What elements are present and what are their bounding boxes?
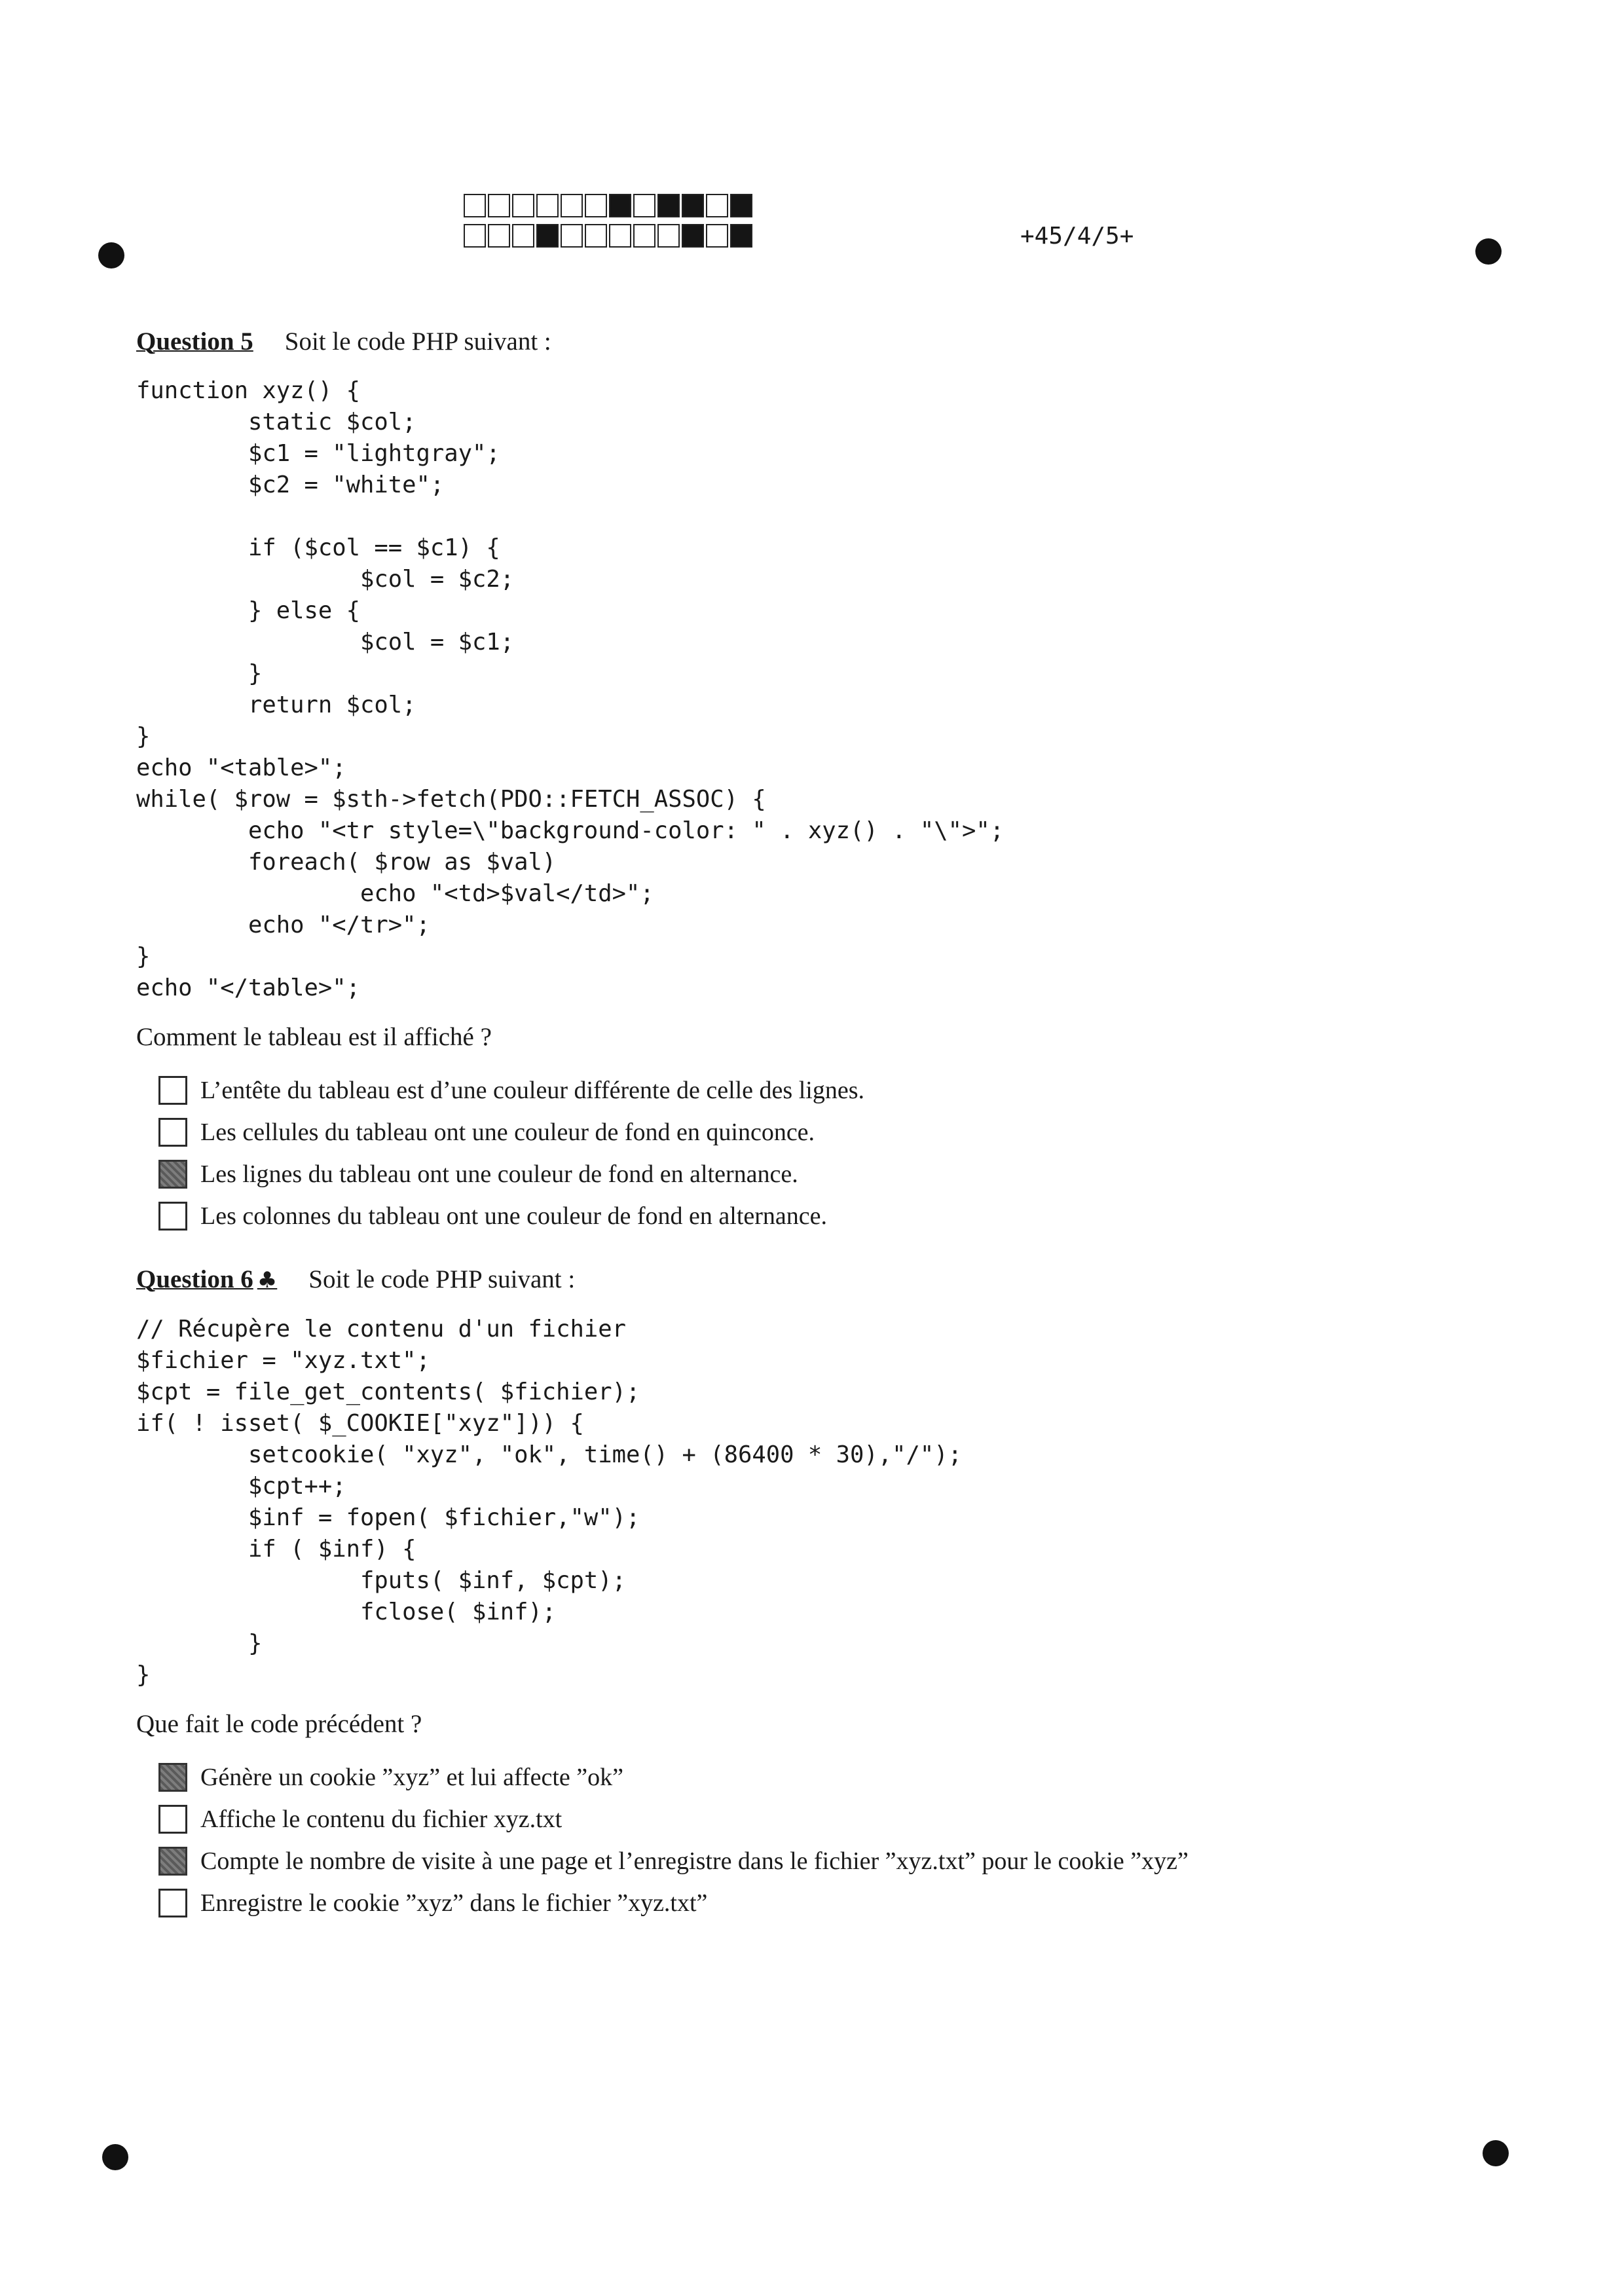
barcode-cell [682, 194, 704, 217]
page-barcode [464, 194, 754, 217]
answer-option[interactable] [158, 1798, 1446, 1840]
question-5 [136, 325, 1446, 1237]
barcode-cell [512, 224, 534, 248]
answer-checkbox[interactable] [158, 1889, 187, 1917]
barcode-cell [464, 194, 486, 217]
barcode-cell [609, 194, 631, 217]
answer-text: Compte le nombre de visite à une page et l’enregistre dans le fichier ”xyz.txt” pour le cookie ”xyz” [200, 1847, 1189, 1875]
answer-text: Génère un cookie ”xyz” et lui affecte ”ok” [200, 1764, 623, 1791]
question-prompt: Comment le tableau est il affiché ? [136, 1023, 492, 1051]
question-intro: Soit le code PHP suivant : [284, 327, 551, 356]
answer-text: Les lignes du tableau ont une couleur de fond en alternance. [200, 1160, 798, 1188]
barcode-cell [585, 194, 607, 217]
barcode-cell [536, 224, 559, 248]
barcode-cell [633, 194, 655, 217]
question-header [136, 325, 1446, 358]
php-code-block: function xyz() { static $col; $c1 = "lightgray"; $c2 = "white"; if ($col == $c1) { $col = $c2; } else { $col = $c1; } return $col; } echo "<table>"; while( $row = $sth->fetch(PDO::FETCH_ASSOC) { echo "<tr style=\"background-color: " . xyz() . "\">"; foreach( $row as $val) echo "<td>$val</td>"; echo "</tr>"; } echo "</table>"; [136, 377, 1005, 1001]
barcode-cell [512, 194, 534, 217]
answer-option[interactable] [158, 1153, 1446, 1195]
question-label: Question 5 [136, 327, 253, 356]
barcode-row-2 [464, 224, 754, 248]
barcode-cell [633, 224, 655, 248]
answer-list [158, 1069, 1446, 1237]
barcode-cell [488, 194, 510, 217]
answer-option[interactable] [158, 1840, 1446, 1882]
answer-checkbox[interactable] [158, 1805, 187, 1834]
answer-text: Les colonnes du tableau ont une couleur de fond en alternance. [200, 1202, 828, 1230]
barcode-cell [657, 224, 680, 248]
club-icon: ♣ [257, 1267, 278, 1293]
answer-text: Affiche le contenu du fichier xyz.txt [200, 1805, 563, 1833]
answer-option[interactable] [158, 1111, 1446, 1153]
barcode-cell [706, 194, 728, 217]
barcode-cell [682, 224, 704, 248]
answer-checkbox[interactable] [158, 1763, 187, 1792]
question-label-text: Question 6 [136, 1265, 253, 1293]
question-prompt: Que fait le code précédent ? [136, 1710, 422, 1738]
answer-text: Enregistre le cookie ”xyz” dans le fichier ”xyz.txt” [200, 1889, 708, 1917]
barcode-cell [561, 224, 583, 248]
barcode-cell [609, 224, 631, 248]
answer-option[interactable] [158, 1195, 1446, 1237]
registration-mark-top-left [98, 242, 124, 268]
page-identifier: +45/4/5+ [1020, 223, 1134, 250]
page-barcode-2 [464, 224, 754, 248]
answer-checkbox[interactable] [158, 1847, 187, 1876]
barcode-cell [561, 194, 583, 217]
question-6 [136, 1263, 1446, 1924]
answer-checkbox[interactable] [158, 1076, 187, 1105]
registration-mark-top-right [1475, 238, 1502, 265]
question-label [136, 1265, 277, 1293]
barcode-cell [730, 224, 752, 248]
barcode-row-1 [464, 194, 754, 217]
answer-option[interactable] [158, 1882, 1446, 1924]
registration-mark-bottom-right [1483, 2140, 1509, 2166]
answer-list [158, 1756, 1446, 1924]
barcode-cell [730, 194, 752, 217]
php-code-block: // Récupère le contenu d'un fichier $fichier = "xyz.txt"; $cpt = file_get_contents( $fichier); if( ! isset( $_COOKIE["xyz"])) { setcookie( "xyz", "ok", time() + (86400 * 30),"/"); $cpt++; $inf = fopen( $fichier,"w"); if ( $inf) { fputs( $inf, $cpt); fclose( $inf); } } [136, 1316, 962, 1688]
answer-option[interactable] [158, 1756, 1446, 1798]
answer-text: L’entête du tableau est d’une couleur différente de celle des lignes. [200, 1077, 864, 1104]
answer-text: Les cellules du tableau ont une couleur de fond en quinconce. [200, 1119, 815, 1146]
registration-mark-bottom-left [102, 2144, 128, 2170]
question-intro: Soit le code PHP suivant : [308, 1265, 576, 1293]
barcode-cell [536, 194, 559, 217]
barcode-cell [657, 194, 680, 217]
answer-checkbox[interactable] [158, 1160, 187, 1189]
barcode-cell [585, 224, 607, 248]
answer-checkbox[interactable] [158, 1202, 187, 1231]
question-header [136, 1263, 1446, 1297]
barcode-cell [488, 224, 510, 248]
barcode-cell [706, 224, 728, 248]
answer-checkbox[interactable] [158, 1118, 187, 1147]
answer-option[interactable] [158, 1069, 1446, 1111]
barcode-cell [464, 224, 486, 248]
